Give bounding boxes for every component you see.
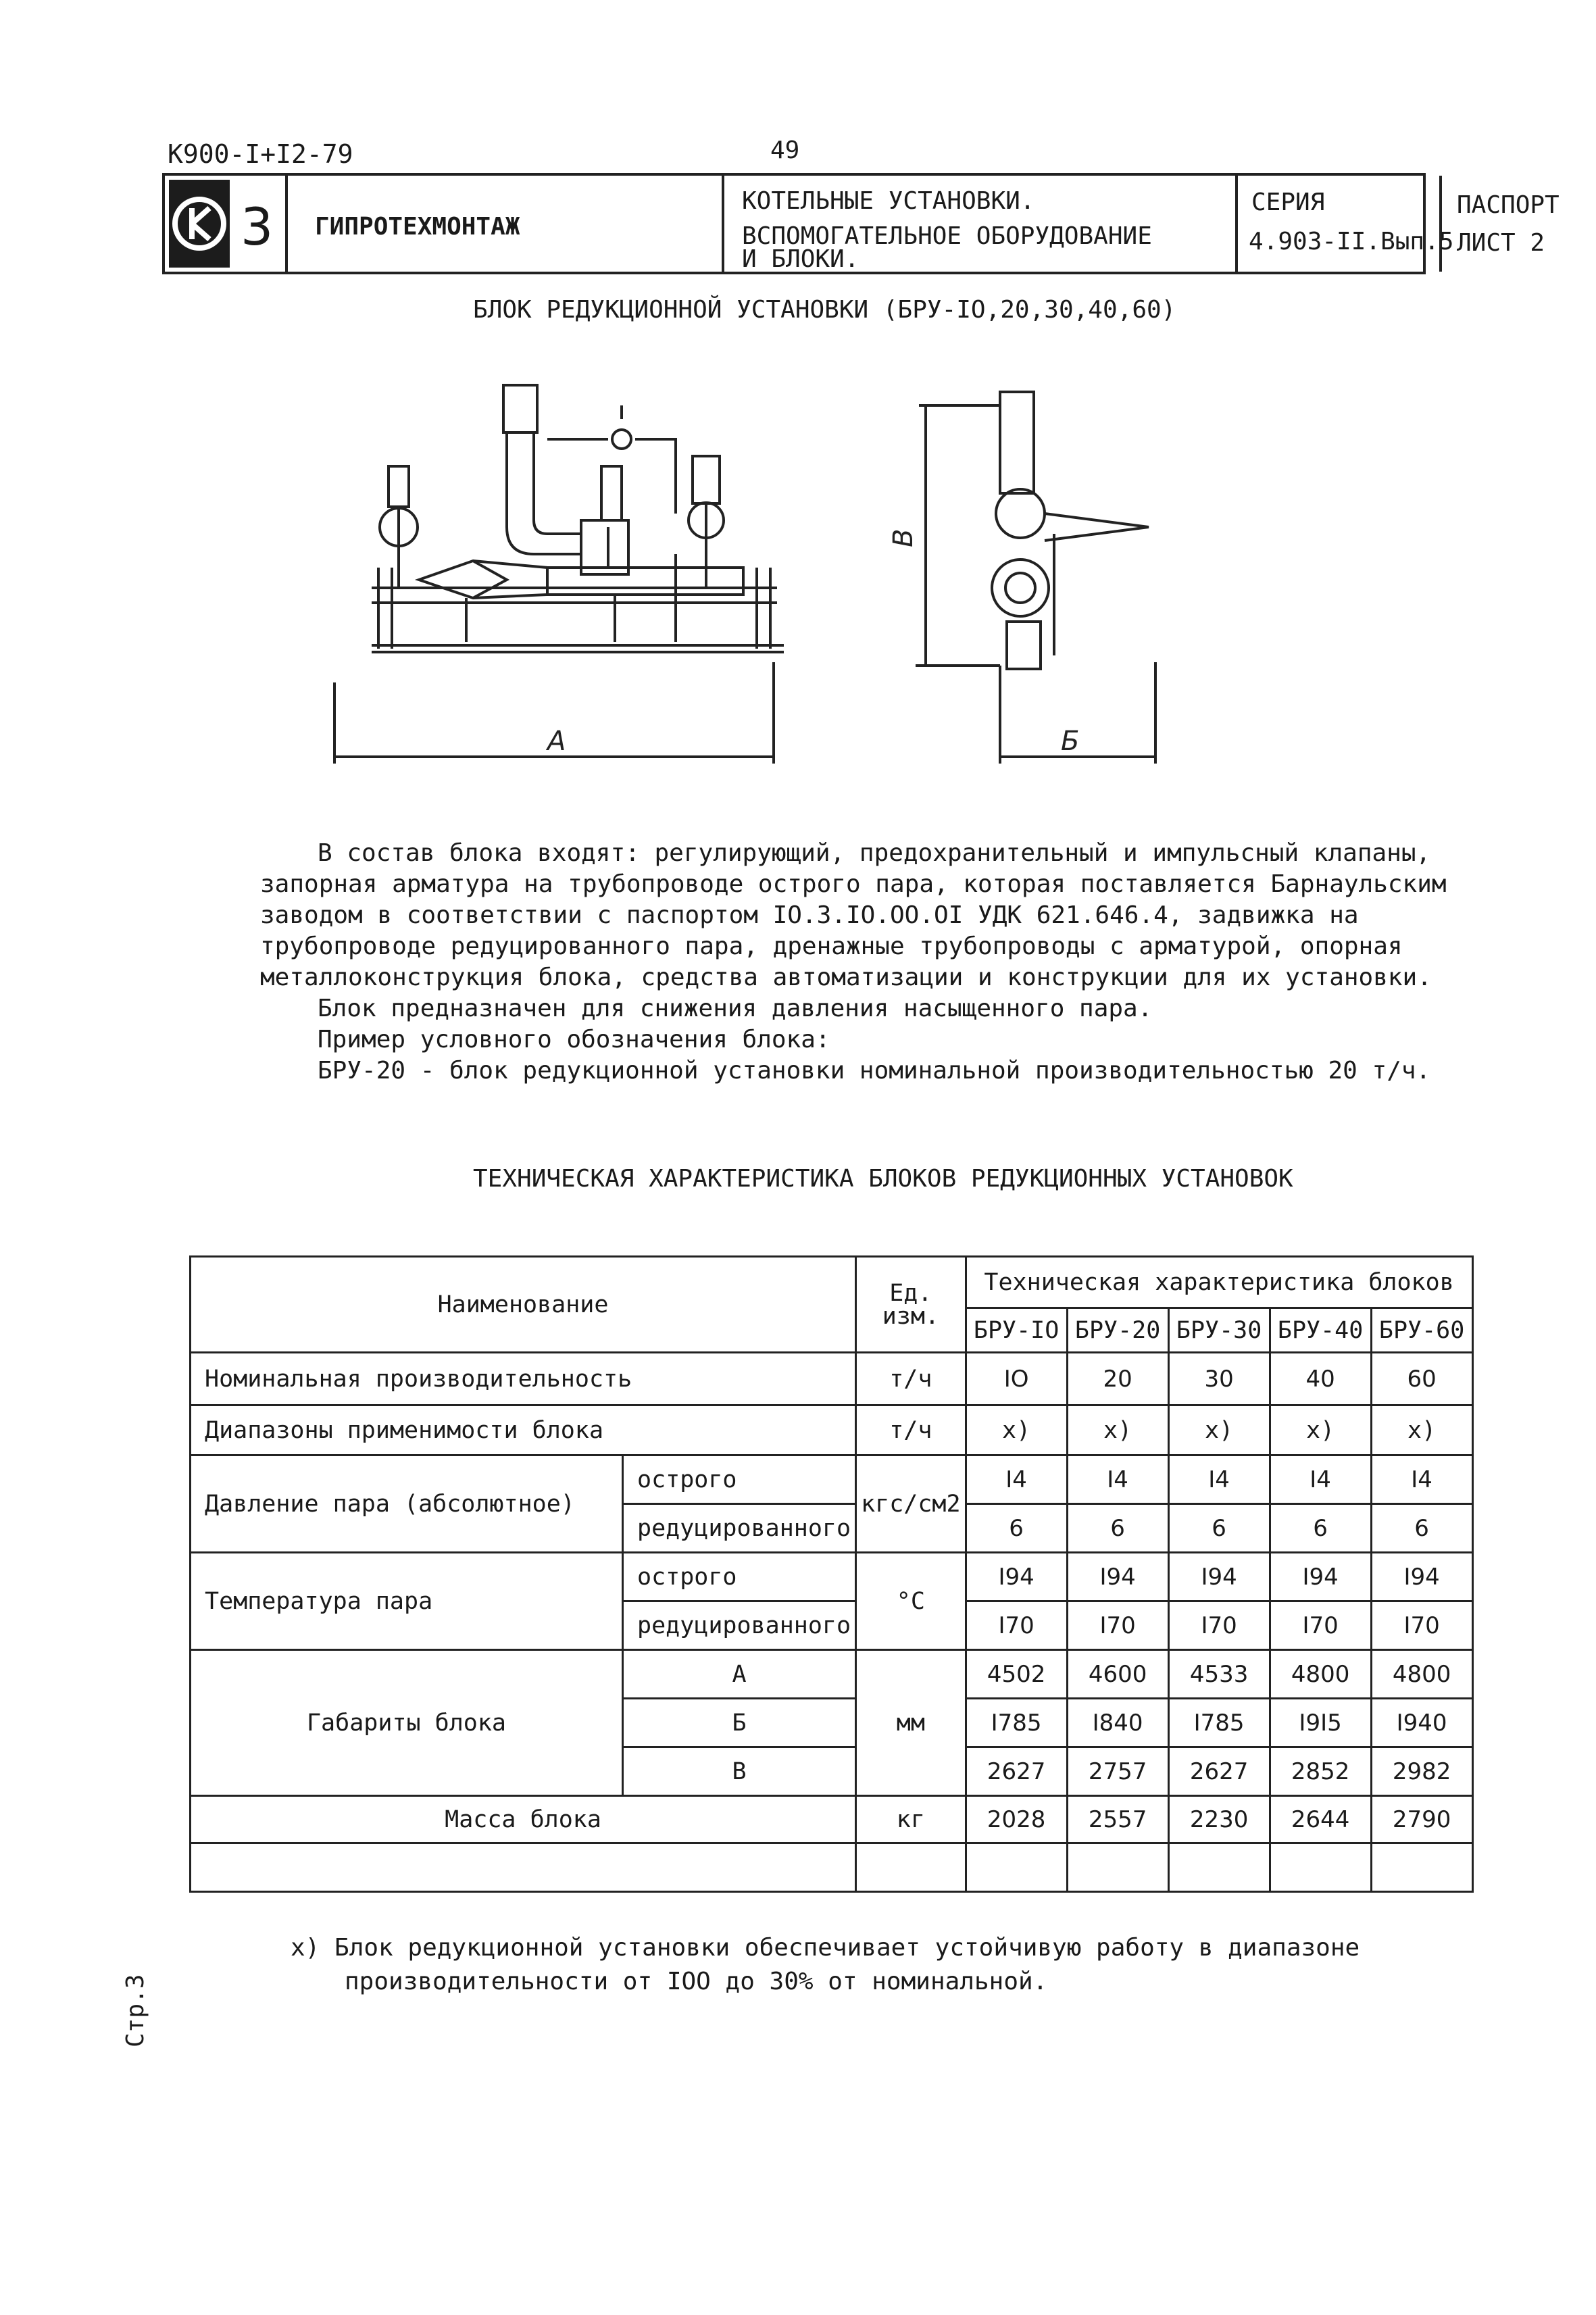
cell: I70 bbox=[1270, 1601, 1371, 1650]
cell: 2757 bbox=[1067, 1747, 1168, 1796]
subject-cell bbox=[724, 176, 1238, 272]
description-line-4: трубопроводе редуцированного пара, дренажные трубопроводы с арматурой, опорная bbox=[260, 932, 1403, 960]
cell: I70 bbox=[1371, 1601, 1472, 1650]
document-type: ПАСПОРТ bbox=[1457, 191, 1560, 219]
cell: I70 bbox=[1168, 1601, 1270, 1650]
subject-line-3: И БЛОКИ. bbox=[742, 245, 859, 273]
sheet-number: ЛИСТ 2 bbox=[1457, 229, 1545, 257]
description-line-3: заводом в соответствии с паспортом IO.3.IO.OO.OI УДК 621.646.4, задвижка на bbox=[260, 901, 1359, 929]
row-unit: т/ч bbox=[856, 1405, 966, 1455]
subject-line-2: ВСПОМОГАТЕЛЬНОЕ ОБОРУДОВАНИЕ bbox=[742, 222, 1152, 250]
cell: 4800 bbox=[1270, 1650, 1371, 1699]
header-unit: Ед. изм. bbox=[856, 1257, 966, 1353]
cell: 2852 bbox=[1270, 1747, 1371, 1796]
description-line-6: Блок предназначен для снижения давления насыщенного пара. bbox=[318, 995, 1153, 1022]
model-4: БРУ-40 bbox=[1270, 1308, 1371, 1353]
side-page-label: Стр.3 bbox=[122, 1974, 149, 2047]
dimension-a-label: А bbox=[547, 726, 566, 757]
cell: 2627 bbox=[1168, 1747, 1270, 1796]
description-line-2: запорная арматура на трубопроводе острого пара, которая поставляется Барнаульским bbox=[260, 870, 1447, 898]
cell: I785 bbox=[966, 1699, 1067, 1747]
description-line-7: Пример условного обозначения блока: bbox=[318, 1026, 830, 1053]
table-header-row bbox=[191, 1257, 1473, 1308]
cell: 4533 bbox=[1168, 1650, 1270, 1699]
spec-table bbox=[189, 1255, 1474, 1893]
side-view bbox=[916, 392, 1155, 764]
row-label: Номинальная производительность bbox=[191, 1353, 856, 1405]
cell: I785 bbox=[1168, 1699, 1270, 1747]
cell: I94 bbox=[1371, 1553, 1472, 1601]
table-row bbox=[191, 1455, 1473, 1504]
model-3: БРУ-30 bbox=[1168, 1308, 1270, 1353]
model-1: БРУ-IO bbox=[966, 1308, 1067, 1353]
cell: I94 bbox=[1270, 1553, 1371, 1601]
cell: 4800 bbox=[1371, 1650, 1472, 1699]
cell: 2557 bbox=[1067, 1796, 1168, 1843]
cell: I94 bbox=[1168, 1553, 1270, 1601]
row-unit: °С bbox=[856, 1553, 966, 1650]
cell: 30 bbox=[1168, 1353, 1270, 1405]
document-title: БЛОК РЕДУКЦИОННОЙ УСТАНОВКИ (БРУ-IO,20,30,40,60) bbox=[473, 296, 1176, 324]
row-unit: кг bbox=[856, 1796, 966, 1843]
description-line-8: БРУ-20 - блок редукционной установки номинальной производительностью 20 т/ч. bbox=[318, 1057, 1431, 1085]
row-label: Габариты блока bbox=[191, 1650, 623, 1796]
row-sublabel: редуцированного bbox=[623, 1504, 856, 1553]
footnote-line-1: х) Блок редукционной установки обеспечивает устойчивую работу в диапазоне bbox=[291, 1934, 1360, 1962]
row-sublabel: А bbox=[623, 1650, 856, 1699]
cell: I4 bbox=[1270, 1455, 1371, 1504]
logo-letter: 3 bbox=[241, 197, 274, 257]
model-2: БРУ-20 bbox=[1067, 1308, 1168, 1353]
description-line-5: металлоконструкция блока, средства автоматизации и конструкции для их установки. bbox=[260, 964, 1432, 991]
cell: I840 bbox=[1067, 1699, 1168, 1747]
cell: 2230 bbox=[1168, 1796, 1270, 1843]
organization-name: ГИПРОТЕХМОНТАЖ bbox=[315, 213, 520, 241]
table-row bbox=[191, 1553, 1473, 1601]
cell: I94 bbox=[1067, 1553, 1168, 1601]
table-row bbox=[191, 1650, 1473, 1699]
page-number: 49 bbox=[770, 136, 800, 164]
series-label: СЕРИЯ bbox=[1251, 189, 1325, 216]
row-label: Диапазоны применимости блока bbox=[191, 1405, 856, 1455]
cell: I4 bbox=[1067, 1455, 1168, 1504]
cell: 6 bbox=[1168, 1504, 1270, 1553]
series-value: 4.903-II.Вып.5 bbox=[1249, 228, 1454, 255]
cell: х) bbox=[1067, 1405, 1168, 1455]
table-row bbox=[191, 1796, 1473, 1843]
header-tech: Техническая характеристика блоков bbox=[966, 1257, 1472, 1308]
cell: х) bbox=[1270, 1405, 1371, 1455]
cell: 6 bbox=[1067, 1504, 1168, 1553]
block-drawing bbox=[324, 365, 1189, 784]
cell: 2028 bbox=[966, 1796, 1067, 1843]
cell: I70 bbox=[1067, 1601, 1168, 1650]
cell: 40 bbox=[1270, 1353, 1371, 1405]
cell: 6 bbox=[966, 1504, 1067, 1553]
cell: I4 bbox=[1168, 1455, 1270, 1504]
cell: 60 bbox=[1371, 1353, 1472, 1405]
cell: х) bbox=[1168, 1405, 1270, 1455]
row-label: Давление пара (абсолютное) bbox=[191, 1455, 623, 1553]
table-title: ТЕХНИЧЕСКАЯ ХАРАКТЕРИСТИКА БЛОКОВ РЕДУКЦИОННЫХ УСТАНОВОК bbox=[473, 1165, 1293, 1193]
cell: I940 bbox=[1371, 1699, 1472, 1747]
cell: I4 bbox=[966, 1455, 1067, 1504]
subject-line-1: КОТЕЛЬНЫЕ УСТАНОВКИ. bbox=[742, 187, 1035, 215]
series-cell bbox=[1238, 176, 1454, 272]
footnote-line-2: производительности от IOO до 30% от номинальной. bbox=[345, 1968, 1048, 1995]
title-block bbox=[162, 173, 1560, 274]
document-code: К900-I+I2-79 bbox=[168, 139, 353, 169]
row-label: Масса блока bbox=[191, 1796, 856, 1843]
front-view bbox=[334, 385, 784, 764]
cell: I4 bbox=[1371, 1455, 1472, 1504]
row-sublabel: В bbox=[623, 1747, 856, 1796]
cell: I9I5 bbox=[1270, 1699, 1371, 1747]
cell: х) bbox=[1371, 1405, 1472, 1455]
organization-cell bbox=[288, 176, 724, 272]
model-5: БРУ-60 bbox=[1371, 1308, 1472, 1353]
cell: I70 bbox=[966, 1601, 1067, 1650]
cell: I94 bbox=[966, 1553, 1067, 1601]
cell: 2644 bbox=[1270, 1796, 1371, 1843]
row-sublabel: острого bbox=[623, 1553, 856, 1601]
header-name: Наименование bbox=[191, 1257, 856, 1353]
row-unit: кгс/см2 bbox=[856, 1455, 966, 1553]
row-unit: т/ч bbox=[856, 1353, 966, 1405]
description-line-1: В состав блока входят: регулирующий, предохранительный и импульсный клапаны, bbox=[318, 839, 1431, 867]
cell: 4502 bbox=[966, 1650, 1067, 1699]
cell: 6 bbox=[1371, 1504, 1472, 1553]
cell: 2982 bbox=[1371, 1747, 1472, 1796]
table-empty-row bbox=[191, 1843, 1473, 1892]
cell: 20 bbox=[1067, 1353, 1168, 1405]
cell: 2790 bbox=[1371, 1796, 1472, 1843]
cell: 2627 bbox=[966, 1747, 1067, 1796]
row-sublabel: Б bbox=[623, 1699, 856, 1747]
cell: 4600 bbox=[1067, 1650, 1168, 1699]
row-label: Температура пара bbox=[191, 1553, 623, 1650]
cell: х) bbox=[966, 1405, 1067, 1455]
row-sublabel: редуцированного bbox=[623, 1601, 856, 1650]
table-row bbox=[191, 1405, 1473, 1455]
row-sublabel: острого bbox=[623, 1455, 856, 1504]
logo-cell bbox=[165, 176, 288, 272]
cell: 6 bbox=[1270, 1504, 1371, 1553]
cell: IO bbox=[966, 1353, 1067, 1405]
table-row bbox=[191, 1353, 1473, 1405]
dimension-v-label: В bbox=[888, 528, 919, 547]
row-unit: мм bbox=[856, 1650, 966, 1796]
dimension-b-label: Б bbox=[1061, 726, 1080, 757]
